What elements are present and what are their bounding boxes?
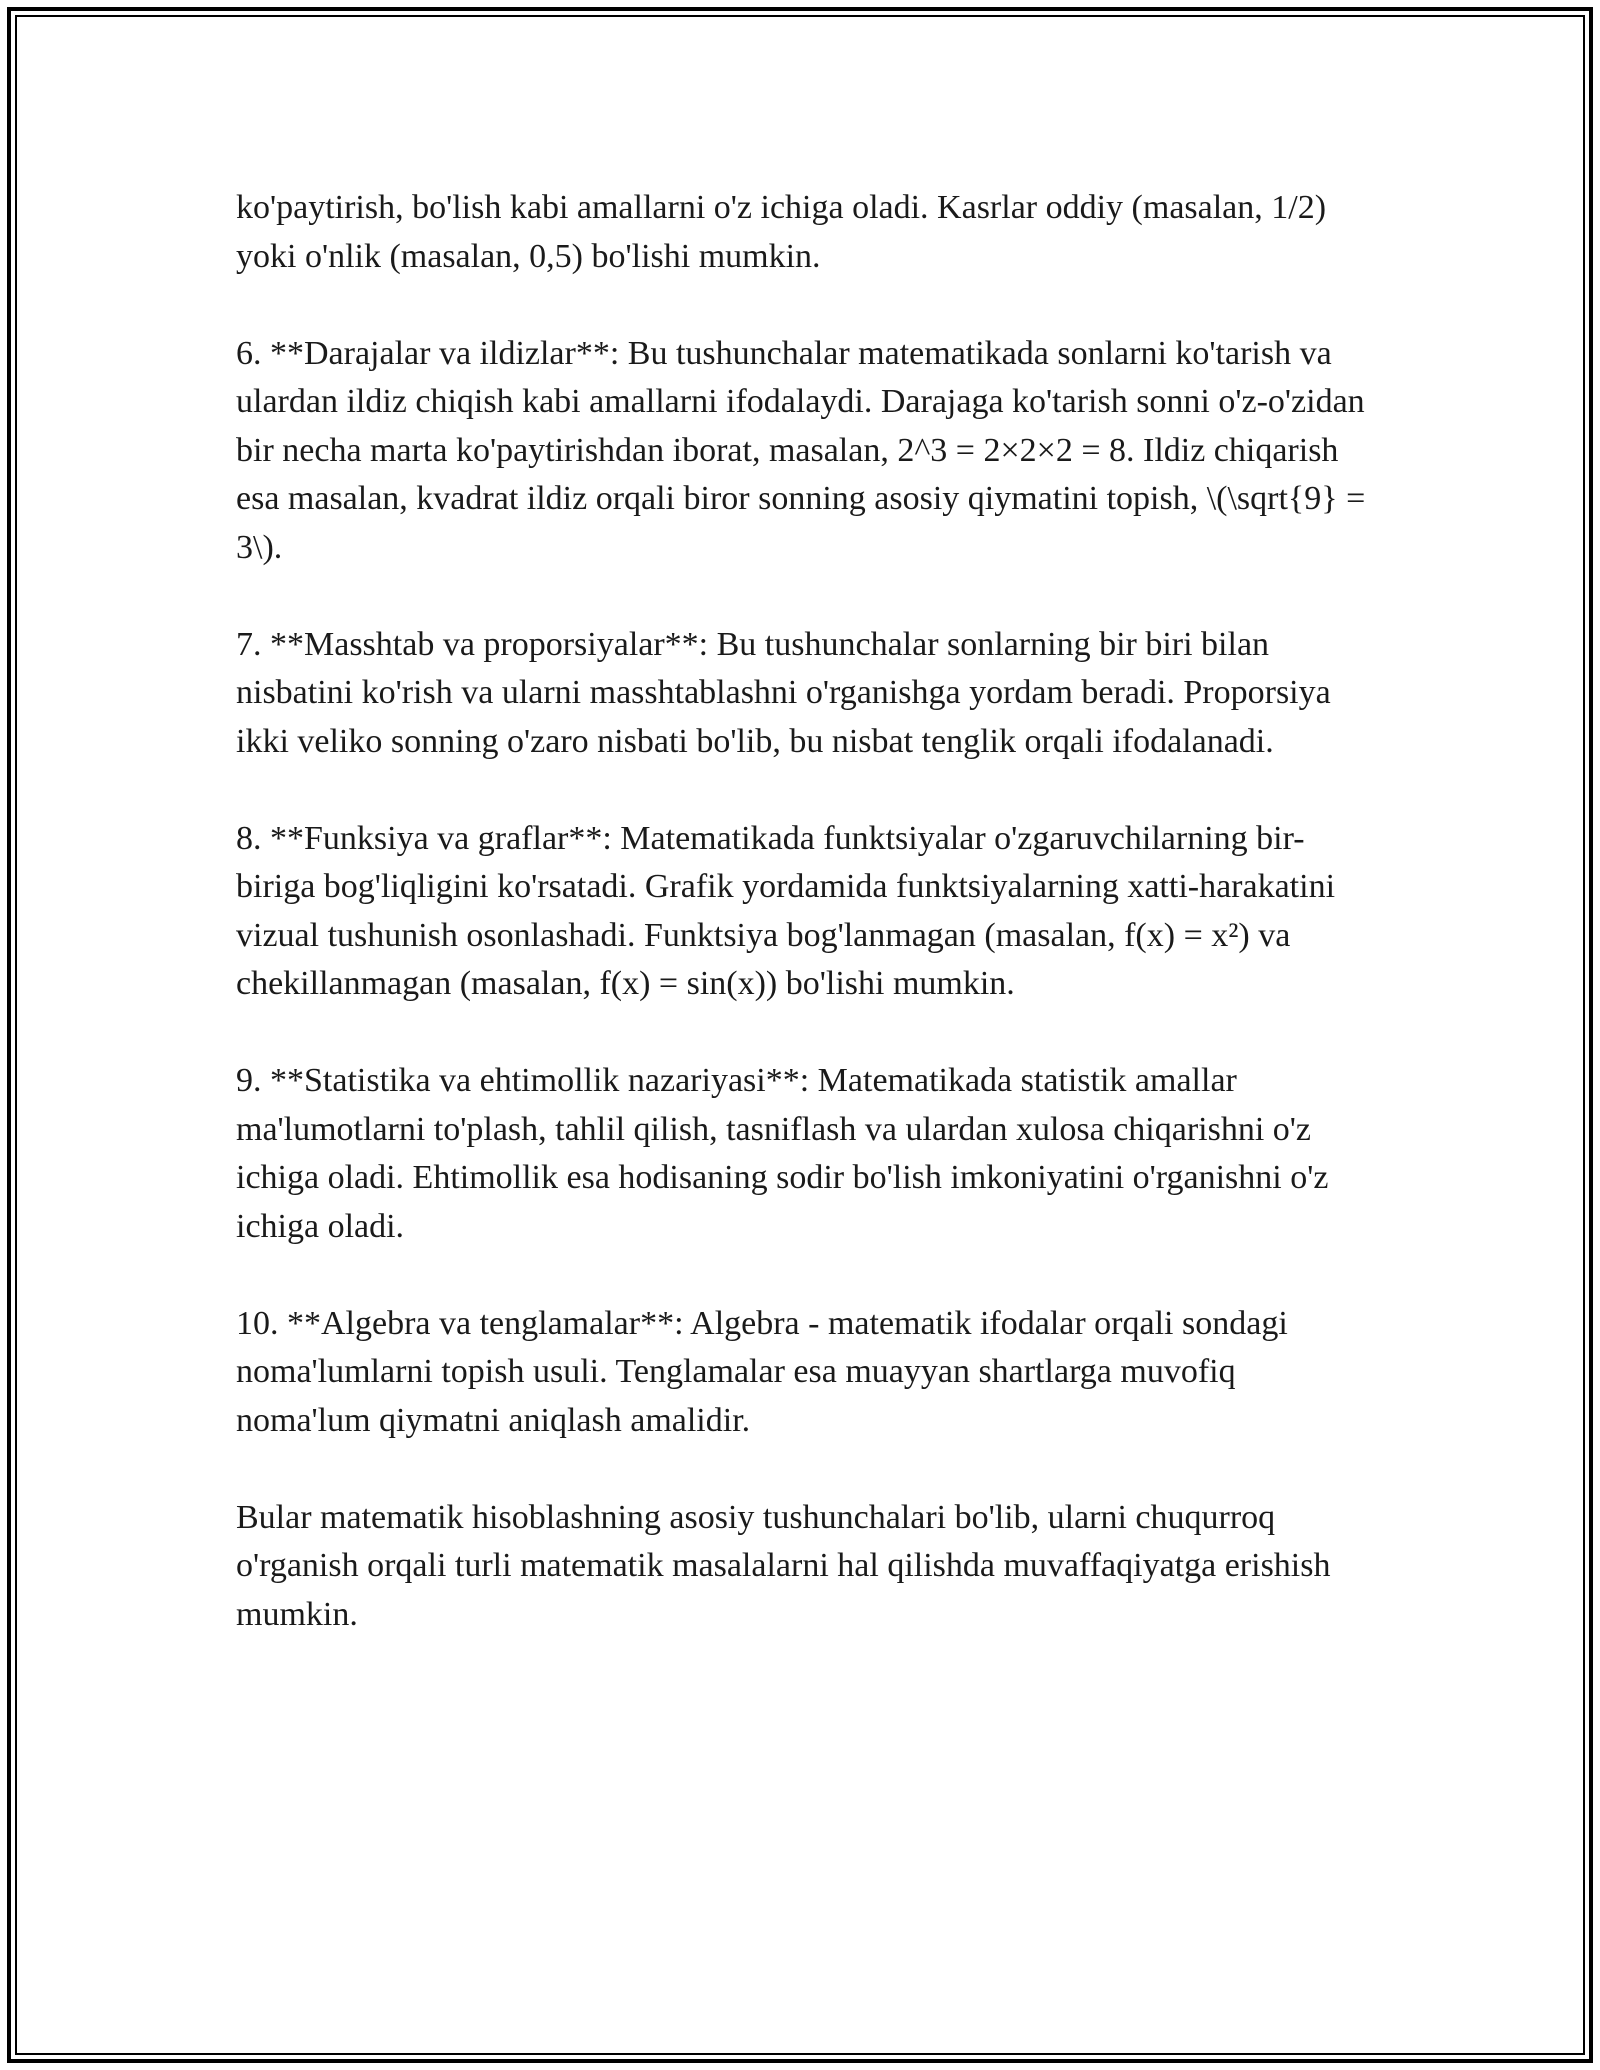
paragraph-functions-and-graphs: 8. **Funksiya va graflar**: Matematikada funktsiyalar o'zgaruvchilarning bir-biriga bog'liqligini ko'rsatadi. Grafik yordamida funktsiyalarning xatti-harakatini vizual tushunish osonlashadi. Funktsiya bog'lanmagan (masalan, f(x) = x²) va chekillanmagan (masalan, f(x) = sin(x)) bo'lishi mumkin. — [236, 819, 1336, 1002]
paragraph-algebra-and-equations: 10. **Algebra va tenglamalar**: Algebra - matematik ifodalar orqali sondagi noma'lumlarni topish usuli. Tenglamalar esa muayyan shartlarga muvofiq noma'lum qiymatni aniqlash amalidir. — [236, 1304, 1288, 1439]
paragraph-conclusion: Bular matematik hisoblashning asosiy tushunchalari bo'lib, ularni chuqurroq o'rganish orqali turli matematik masalalarni hal qilishda muvaffaqiyatga erishish mumkin. — [236, 1498, 1331, 1633]
paragraph-statistics-and-probability: 9. **Statistika va ehtimollik nazariyasi**: Matematikada statistik amallar ma'lumotlarni to'plash, tahlil qilish, tasniflash va ulardan xulosa chiqarishni o'z ichiga oladi. Ehtimollik esa hodisaning sodir bo'lish imkoniyatini o'rganishni o'z ichiga oladi. — [236, 1062, 1329, 1245]
paragraph-scale-and-proportions: 7. **Masshtab va proporsiyalar**: Bu tushunchalar sonlarning bir biri bilan nisbatini ko'rish va ularni masshtablashni o'rganishga yordam beradi. Proporsiya ikki veliko sonning o'zaro nisbati bo'lib, bu nisbat tenglik orqali ifodalanadi. — [236, 625, 1331, 760]
paragraph-fractions-continuation: ko'paytirish, bo'lish kabi amallarni o'z ichiga oladi. Kasrlar oddiy (masalan, 1/2) yoki o'nlik (masalan, 0,5) bo'lishi mumkin. — [236, 189, 1327, 275]
paragraph-powers-and-roots: 6. **Darajalar va ildizlar**: Bu tushunchalar matematikada sonlarni ko'tarish va ulardan ildiz chiqish kabi amallarni ifodalaydi. Darajaga ko'tarish sonni o'z-o'zidan bir necha marta ko'paytirishdan iborat, masalan, 2^3 = 2×2×2 = 8. Ildiz chiqarish esa masalan, kvadrat ildiz orqali biror sonning asosiy qiymatini topish, \(\sqrt{9} = 3\). — [236, 334, 1366, 566]
document-body — [236, 184, 1366, 1639]
